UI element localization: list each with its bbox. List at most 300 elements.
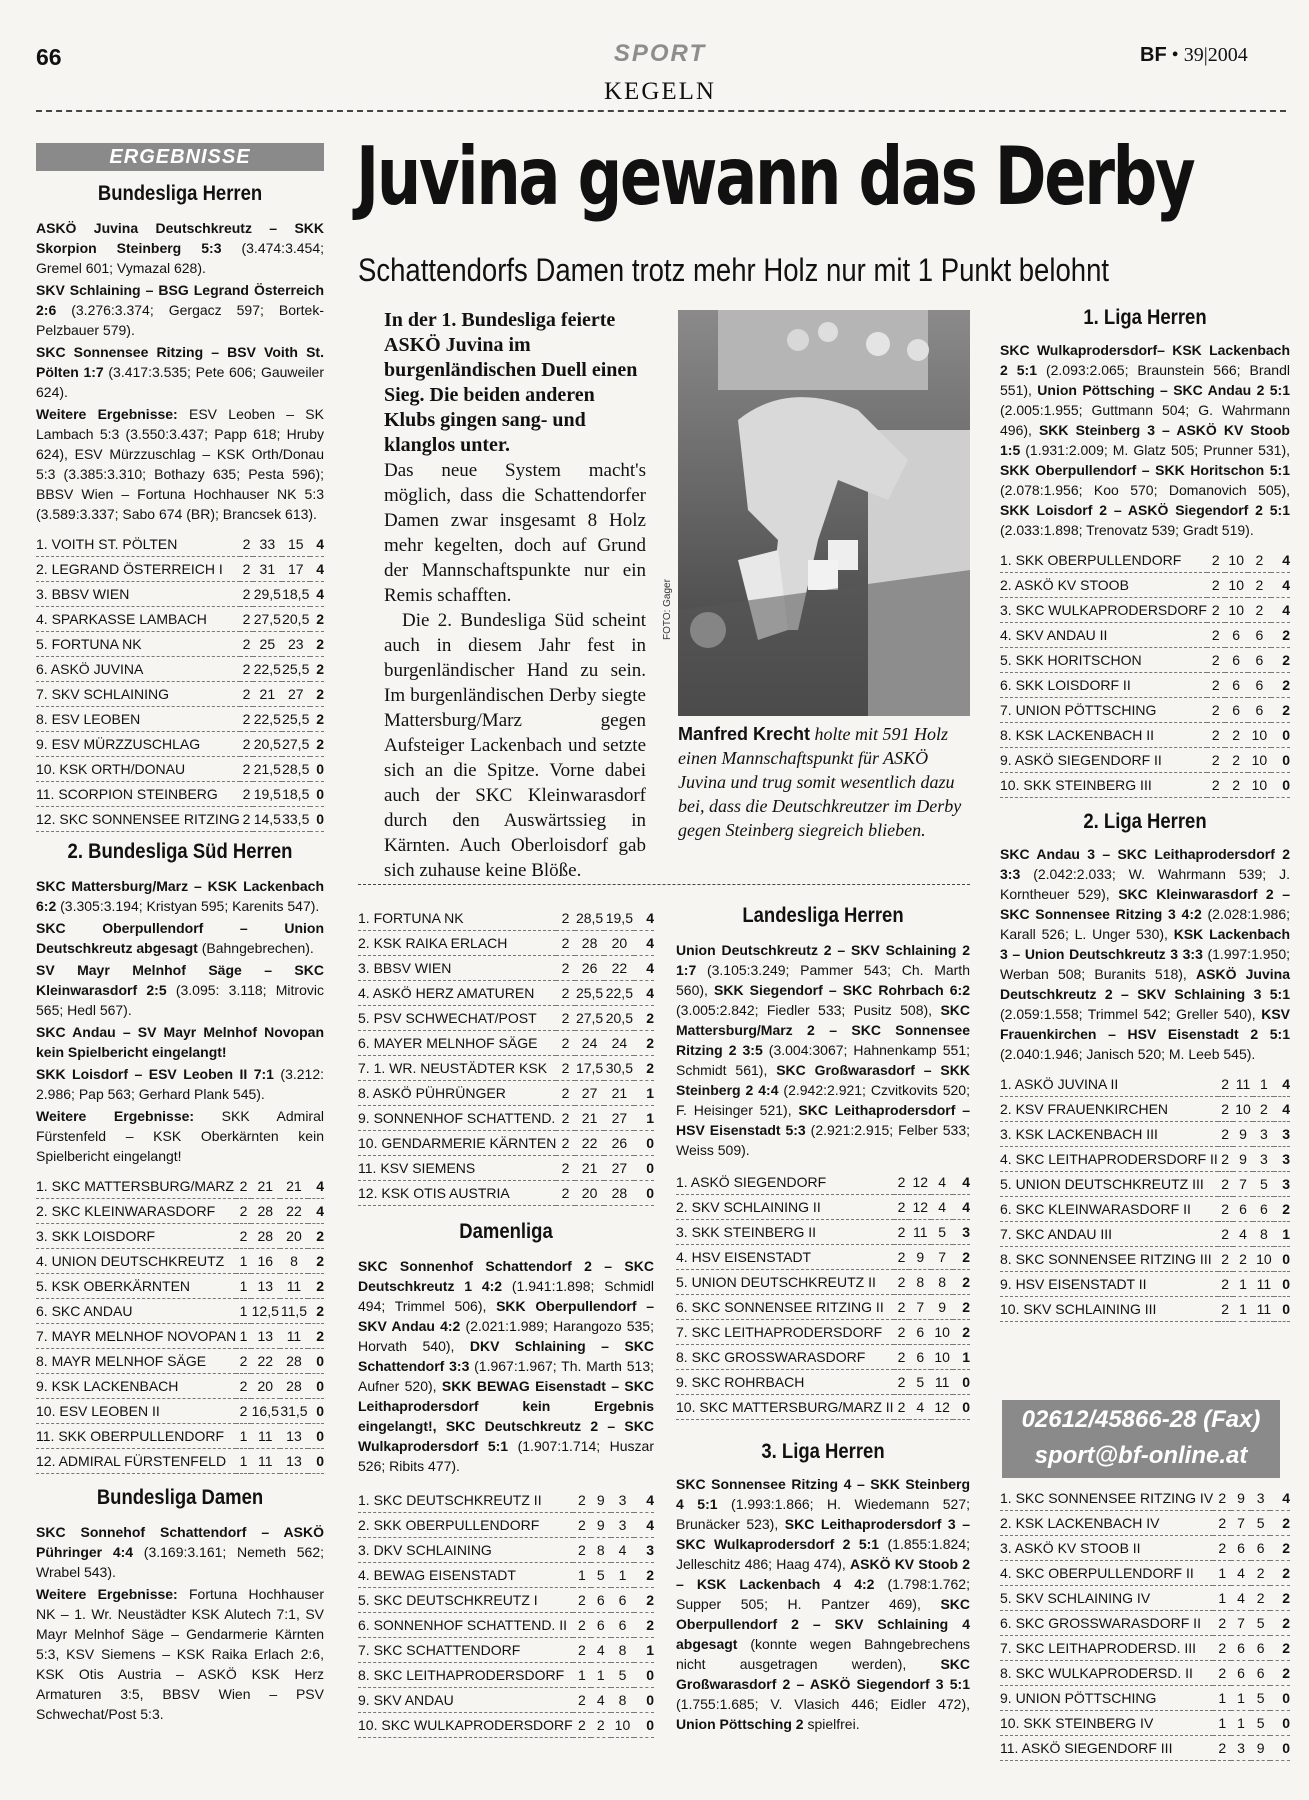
team-name: 10. GENDARMERIE KÄRNTEN <box>358 1131 556 1156</box>
score-against: 6 <box>1251 1536 1271 1561</box>
points: 0 <box>1274 1297 1290 1322</box>
score-against: 20,5 <box>282 607 310 632</box>
article-lead: In der 1. Bundesliga feierte ASKÖ Juvina im burgenländischen Duell einen Sieg. Die beiden anderen Klubs gingen sang- und klanglos unter. <box>384 309 638 456</box>
match-details: (1.997:1.950; Werban 508; Buranits 518), <box>1000 946 1290 982</box>
score-for: 13 <box>251 1274 280 1299</box>
table-row <box>36 1324 324 1349</box>
match-result: SKC Sonnensee Ritzing – BSV Voith St. Pölten 1:7 <box>36 344 324 380</box>
table-row <box>36 757 324 782</box>
games: 2 <box>556 1056 574 1081</box>
games: 2 <box>240 582 253 607</box>
games: 1 <box>573 1663 591 1688</box>
match-details: (3.417:3.535; Pete 606; Gauweiler 624). <box>36 364 324 400</box>
points: 4 <box>634 981 654 1006</box>
page-number: 66 <box>36 44 62 70</box>
team-name: 10. SKK STEINBERG III <box>1000 773 1207 798</box>
points: 2 <box>310 607 324 632</box>
score-against: 6 <box>611 1588 635 1613</box>
team-name: 1. SKC SONNENSEE RITZING IV <box>1000 1486 1213 1511</box>
table-row <box>358 1563 654 1588</box>
score-for: 9 <box>1231 1486 1251 1511</box>
score-against: 27,5 <box>282 732 310 757</box>
score-against: 5 <box>1251 1711 1271 1736</box>
team-name: 12. ADMIRAL FÜRSTENFELD <box>36 1449 236 1474</box>
team-name: 5. FORTUNA NK <box>36 632 240 657</box>
score-for: 11 <box>251 1424 280 1449</box>
games: 2 <box>240 682 253 707</box>
match-result: Weitere Ergebnisse: <box>36 1108 195 1124</box>
section-heading: 2. Bundesliga Süd Herren <box>67 840 293 863</box>
score-for: 10 <box>1225 548 1248 573</box>
results-block <box>36 218 324 524</box>
games: 2 <box>1218 1272 1233 1297</box>
section-heading: 2. Liga Herren <box>1083 810 1207 833</box>
match-result: SKK Loisdorf 2 – ASKÖ Siegendorf 2 5:1 <box>1000 502 1290 518</box>
points: 2 <box>308 1224 324 1249</box>
team-name: 11. KSV SIEMENS <box>358 1156 556 1181</box>
points: 2 <box>953 1270 970 1295</box>
team-name: 2. SKK OBERPULLENDORF <box>358 1513 573 1538</box>
team-name: 9. SKC ROHRBACH <box>676 1370 894 1395</box>
score-for: 21 <box>251 1174 280 1199</box>
table-row <box>36 1349 324 1374</box>
match-result: SKC Leithaprodersdorf – HSV Eisenstadt 5:3 <box>676 1102 970 1138</box>
score-against: 33,5 <box>282 807 310 832</box>
team-name: 9. SONNENHOF SCHATTEND. <box>358 1106 556 1131</box>
match-details: (3.276:3.374; Gergacz 597; Bortek-Pelzbauer 579). <box>36 302 324 338</box>
table-row <box>1000 1561 1290 1586</box>
match-details: (2.093:2.065; Braunstein 566; Brandl 551), <box>1000 362 1290 398</box>
score-for: 6 <box>1225 698 1248 723</box>
score-for: 4 <box>591 1688 611 1713</box>
points: 2 <box>953 1320 970 1345</box>
match-result: SKC Großwarasdorf – SKK Steinberg 2 4:4 <box>676 1062 970 1098</box>
team-name: 7. 1. WR. NEUSTÄDTER KSK <box>358 1056 556 1081</box>
match-details: (1.798:1.762; Supper 505; H. Pantzer 469), <box>676 1576 970 1612</box>
games: 2 <box>1213 1536 1231 1561</box>
table-row <box>36 1224 324 1249</box>
table-row <box>1000 648 1290 673</box>
score-for: 28 <box>251 1224 280 1249</box>
team-name: 6. SKC KLEINWARASDORF II <box>1000 1197 1218 1222</box>
team-name: 1. SKC DEUTSCHKREUTZ II <box>358 1488 573 1513</box>
points: 0 <box>308 1374 324 1399</box>
results-paragraph <box>36 342 324 402</box>
article-paragraph: Die 2. Bundesliga Süd scheint auch in diesem Jahr fest in burgenländischer Hand zu sein. Im burgenländischen Derby siegte Mattersburg/Marz gegen Aufsteiger Lackenbach und setzte sich an die Spitze. Vorne dabei auch der SKC Kleinwarasdorf durch den Auswärtssieg in Kärnten. Auch Oberloisdorf gab sich zuhause keine Blöße. <box>384 610 646 881</box>
points: 2 <box>634 1613 654 1638</box>
team-name: 5. SKK HORITSCHON <box>1000 648 1207 673</box>
team-name: 11. SCORPION STEINBERG <box>36 782 240 807</box>
team-name: 8. SKC WULKAPRODERSD. II <box>1000 1661 1213 1686</box>
table-row <box>1000 623 1290 648</box>
team-name: 2. KSK RAIKA ERLACH <box>358 931 556 956</box>
team-name: 9. ASKÖ SIEGENDORF II <box>1000 748 1207 773</box>
score-against: 6 <box>1248 673 1271 698</box>
score-for: 28 <box>251 1199 280 1224</box>
standings-table <box>1000 1486 1290 1761</box>
score-against: 22 <box>280 1199 309 1224</box>
points: 0 <box>1271 773 1290 798</box>
games: 2 <box>573 1488 591 1513</box>
points: 3 <box>1274 1147 1290 1172</box>
score-for: 9 <box>1233 1122 1254 1147</box>
score-for: 12 <box>909 1170 931 1195</box>
table-row <box>1000 1736 1290 1761</box>
table-row <box>676 1395 970 1420</box>
team-name: 1. FORTUNA NK <box>358 906 556 931</box>
caption-text: holte mit 591 Holz einen Mannschaftspunkt für ASKÖ Juvina und trug somit wesentlich dazu bei, dass die Deutschkreutzer im Derby gegen Steinberg siegreich blieben. <box>678 724 962 840</box>
points: 0 <box>953 1395 970 1420</box>
score-against: 5 <box>931 1220 953 1245</box>
points: 0 <box>308 1349 324 1374</box>
score-against: 5 <box>1251 1611 1271 1636</box>
match-details: (konnte wegen Bahngebrechens nicht ausgetragen werden), <box>676 1636 970 1672</box>
match-result: Weitere Ergebnisse: <box>36 1586 178 1602</box>
score-against: 6 <box>1248 623 1271 648</box>
table-row <box>1000 1686 1290 1711</box>
team-name: 3. SKK LOISDORF <box>36 1224 236 1249</box>
score-for: 8 <box>909 1270 931 1295</box>
table-row <box>36 782 324 807</box>
team-name: 12. KSK OTIS AUSTRIA <box>358 1181 556 1206</box>
games: 2 <box>240 607 253 632</box>
issue-number: 39|2004 <box>1183 44 1248 66</box>
fax-number: 02612/45866-28 (Fax) <box>1021 1406 1261 1433</box>
games: 2 <box>1218 1197 1233 1222</box>
score-against: 3 <box>1253 1122 1274 1147</box>
section-heading: Landesliga Herren <box>742 904 904 927</box>
match-result: ASKÖ Juvina Deutschkreutz 2 – SKV Schlaining 3 5:1 <box>1000 966 1290 1002</box>
games: 2 <box>1218 1072 1233 1097</box>
match-details: (1.993:1.866; H. Wiedemann 527; Brunäcker 523), <box>676 1496 970 1532</box>
games: 2 <box>894 1220 910 1245</box>
team-name: 10. SKC MATTERSBURG/MARZ II <box>676 1395 894 1420</box>
match-result: SKC Leithaprodersdorf 3 – SKC Wulkaprodersdorf 2 5:1 <box>676 1516 970 1552</box>
standings-table <box>36 1174 324 1474</box>
section-heading: Bundesliga Herren <box>97 182 263 205</box>
table-row <box>358 1688 654 1713</box>
table-row <box>1000 1511 1290 1536</box>
games: 1 <box>573 1563 591 1588</box>
table-row <box>36 607 324 632</box>
score-against: 22,5 <box>604 981 634 1006</box>
column-results-4b <box>1000 1486 1290 1761</box>
points: 0 <box>634 1713 654 1738</box>
score-for: 33 <box>253 532 281 557</box>
score-against: 5 <box>611 1663 635 1688</box>
match-result: SKC Sonnensee Ritzing 4 – SKK Steinberg 4 5:1 <box>676 1476 970 1512</box>
games: 2 <box>236 1174 251 1199</box>
standings-table <box>676 1170 970 1420</box>
score-against: 20 <box>604 931 634 956</box>
points: 1 <box>1274 1222 1290 1247</box>
column-results-3 <box>676 906 970 1736</box>
score-for: 31 <box>253 557 281 582</box>
table-row <box>676 1170 970 1195</box>
points: 2 <box>1271 623 1290 648</box>
score-for: 24 <box>575 1031 605 1056</box>
games: 2 <box>894 1195 910 1220</box>
score-against: 15 <box>282 532 310 557</box>
results-paragraph <box>36 960 324 1020</box>
score-against: 6 <box>611 1613 635 1638</box>
score-against: 25,5 <box>282 657 310 682</box>
table-row <box>1000 573 1290 598</box>
table-row <box>1000 1122 1290 1147</box>
score-against: 8 <box>931 1270 953 1295</box>
table-row <box>358 1056 654 1081</box>
team-name: 9. HSV EISENSTADT II <box>1000 1272 1218 1297</box>
match-result: SV Mayr Melnhof Säge – SKC Kleinwarasdorf 2:5 <box>36 962 324 998</box>
results-paragraph <box>676 1474 970 1734</box>
score-for: 22 <box>575 1131 605 1156</box>
match-details: Fortuna Hochhauser NK – 1. Wr. Neustädter KSK Alutech 7:1, SV Mayr Melnhof Säge – Gendarmerie Kärnten 5:3, KSV Siemens – KSK Raika Erlach 2:6, KSK Otis Austria – ASKÖ KSK Herz Armaturen 3:5, BBSV Wien – PSV Schwechat/Post 5:3. <box>36 1586 324 1722</box>
score-against: 26 <box>604 1131 634 1156</box>
team-name: 8. MAYR MELNHOF SÄGE <box>36 1349 236 1374</box>
points: 4 <box>1270 1486 1290 1511</box>
table-row <box>358 1513 654 1538</box>
team-name: 9. KSK LACKENBACH <box>36 1374 236 1399</box>
points: 1 <box>634 1638 654 1663</box>
score-for: 27,5 <box>253 607 281 632</box>
score-against: 3 <box>1251 1486 1271 1511</box>
score-against: 2 <box>1248 573 1271 598</box>
points: 4 <box>953 1195 970 1220</box>
points: 0 <box>634 1181 654 1206</box>
match-details: (2.028:1.986; Karall 526; L. Unger 530), <box>1000 906 1291 942</box>
score-against: 10 <box>1248 748 1271 773</box>
points: 0 <box>310 782 324 807</box>
match-result: ASKÖ Juvina Deutschkreutz – SKK Skorpion Steinberg 5:3 <box>36 220 324 256</box>
section-heading: Damenliga <box>459 1220 553 1243</box>
games: 2 <box>556 1156 574 1181</box>
score-against: 25,5 <box>282 707 310 732</box>
results-paragraph <box>36 918 324 958</box>
points: 3 <box>953 1220 970 1245</box>
points: 1 <box>953 1345 970 1370</box>
match-result: SKK Steinberg 3 – ASKÖ KV Stoob 1:5 <box>1000 422 1290 458</box>
results-paragraph <box>358 1256 654 1476</box>
score-for: 2 <box>1225 773 1248 798</box>
team-name: 9. ESV MÜRZZUSCHLAG <box>36 732 240 757</box>
results-paragraph <box>1000 844 1290 1064</box>
games: 2 <box>1218 1122 1233 1147</box>
team-name: 7. SKC LEITHAPRODERSDORF <box>676 1320 894 1345</box>
bowler-photo-illustration <box>678 310 970 716</box>
score-for: 21 <box>253 682 281 707</box>
points: 4 <box>310 557 324 582</box>
points: 1 <box>634 1106 654 1131</box>
table-row <box>358 931 654 956</box>
score-against: 3 <box>1253 1147 1274 1172</box>
points: 2 <box>1274 1197 1290 1222</box>
score-for: 8 <box>591 1538 611 1563</box>
score-against: 1 <box>1253 1072 1274 1097</box>
table-row <box>358 1588 654 1613</box>
team-name: 7. SKC ANDAU III <box>1000 1222 1218 1247</box>
games: 2 <box>894 1345 910 1370</box>
results-block <box>36 876 324 1166</box>
table-row <box>358 1488 654 1513</box>
table-row <box>36 1249 324 1274</box>
score-for: 14,5 <box>253 807 281 832</box>
games: 2 <box>1207 673 1225 698</box>
match-details: (1.967:1.967; Th. Marth 513; Aufner 520), <box>358 1358 654 1394</box>
match-result: SKC Sonnehof Schattendorf – ASKÖ Pühringer 4:4 <box>36 1524 324 1560</box>
team-name: 4. BEWAG EISENSTADT <box>358 1563 573 1588</box>
points: 4 <box>634 956 654 981</box>
table-row <box>1000 748 1290 773</box>
games: 2 <box>894 1245 910 1270</box>
score-against: 2 <box>1251 1586 1271 1611</box>
team-name: 2. LEGRAND ÖSTERREICH I <box>36 557 240 582</box>
games: 2 <box>556 981 574 1006</box>
team-name: 1. SKK OBERPULLENDORF <box>1000 548 1207 573</box>
games: 2 <box>1207 698 1225 723</box>
score-for: 10 <box>1225 598 1248 623</box>
table-row <box>1000 1536 1290 1561</box>
score-against: 21 <box>604 1081 634 1106</box>
points: 2 <box>634 1006 654 1031</box>
paper-name: BF <box>1140 44 1167 66</box>
games: 1 <box>236 1449 251 1474</box>
games: 2 <box>556 956 574 981</box>
team-name: 7. SKC SCHATTENDORF <box>358 1638 573 1663</box>
points: 4 <box>308 1199 324 1224</box>
points: 2 <box>1270 1636 1290 1661</box>
points: 4 <box>1271 598 1290 623</box>
match-details: ESV Leoben – SK Lambach 5:3 (3.550:3.437; Papp 618; Hruby 624), ESV Mürzzuschlag – KSK Orth/Donau 5:3 (3.385:3.310; Bothazy 635; Pesta 596); BBSV Wien – Fortuna Hochhauser NK 5:3 (3.589:3.337; Sabo 674 (BR); Brancsek 613). <box>36 406 324 522</box>
games: 2 <box>1213 1611 1231 1636</box>
score-against: 19,5 <box>604 906 634 931</box>
score-against: 18,5 <box>282 582 310 607</box>
score-for: 25,5 <box>575 981 605 1006</box>
score-against: 27 <box>604 1106 634 1131</box>
table-row <box>676 1220 970 1245</box>
team-name: 6. MAYER MELNHOF SÄGE <box>358 1031 556 1056</box>
match-result: SKC Großwarasdorf 2 – ASKÖ Siegendorf 3 5:1 <box>676 1656 970 1692</box>
score-against: 28,5 <box>282 757 310 782</box>
column-results-4 <box>1000 308 1290 1322</box>
score-for: 9 <box>591 1513 611 1538</box>
headline: Juvina gewann das Derby <box>356 130 1194 223</box>
match-result: SKK BEWAG Eisenstadt – SKC Leithaprodersdorf kein Ergebnis eingelangt!, SKC Deutschkreutz 2 – SKC Wulkaprodersdorf 5:1 <box>358 1378 654 1454</box>
table-row <box>676 1195 970 1220</box>
team-name: 6. SKC ANDAU <box>36 1299 236 1324</box>
score-for: 7 <box>1231 1511 1251 1536</box>
photo-credit: FOTO: Gager <box>662 579 673 640</box>
points: 2 <box>1270 1536 1290 1561</box>
score-for: 2 <box>1225 748 1248 773</box>
match-result: SKV Schlaining – BSG Legrand Österreich 2:6 <box>36 282 324 318</box>
games: 2 <box>894 1395 910 1420</box>
table-row <box>358 906 654 931</box>
score-against: 12 <box>931 1395 953 1420</box>
table-row <box>1000 698 1290 723</box>
games: 2 <box>556 1081 574 1106</box>
score-for: 27 <box>575 1081 605 1106</box>
games: 2 <box>240 732 253 757</box>
games: 2 <box>240 632 253 657</box>
score-against: 6 <box>1248 698 1271 723</box>
team-name: 9. SKV ANDAU <box>358 1688 573 1713</box>
points: 2 <box>634 1056 654 1081</box>
score-for: 7 <box>1233 1172 1254 1197</box>
results-paragraph <box>36 218 324 278</box>
games: 2 <box>573 1613 591 1638</box>
points: 4 <box>634 906 654 931</box>
standings-table <box>358 1488 654 1738</box>
match-details: (Bahngebrechen). <box>197 940 314 956</box>
team-name: 5. UNION DEUTSCHKREUTZ II <box>676 1270 894 1295</box>
team-name: 5. SKV SCHLAINING IV <box>1000 1586 1213 1611</box>
team-name: 1. SKC MATTERSBURG/MARZ <box>36 1174 236 1199</box>
team-name: 2. ASKÖ KV STOOB <box>1000 573 1207 598</box>
table-row <box>358 1156 654 1181</box>
points: 0 <box>310 807 324 832</box>
table-row <box>36 732 324 757</box>
team-name: 4. SPARKASSE LAMBACH <box>36 607 240 632</box>
team-name: 4. ASKÖ HERZ AMATUREN <box>358 981 556 1006</box>
games: 2 <box>1207 548 1225 573</box>
score-for: 11 <box>251 1449 280 1474</box>
points: 0 <box>308 1449 324 1474</box>
article-paragraph: Das neue System macht's möglich, dass die Schattendorfer Damen zwar insgesamt 8 Holz mehr kegelten, doch auf Grund der Mannschaftspunkte nur ein Remis schafften. <box>384 460 646 606</box>
team-name: 3. ASKÖ KV STOOB II <box>1000 1536 1213 1561</box>
games: 2 <box>573 1513 591 1538</box>
team-name: 8. KSK LACKENBACH II <box>1000 723 1207 748</box>
table-row <box>1000 1272 1290 1297</box>
team-name: 2. KSK LACKENBACH IV <box>1000 1511 1213 1536</box>
team-name: 1. ASKÖ SIEGENDORF <box>676 1170 894 1195</box>
games: 2 <box>573 1638 591 1663</box>
subsection-title: KEGELN <box>604 78 716 105</box>
match-details: (2.921:2.915; Felber 533; Weiss 509). <box>676 1122 970 1158</box>
match-details: (3.004:3067; Hahnenkamp 551; Schmidt 561), <box>676 1042 970 1078</box>
match-details: (2.021:1.989; Harangozo 535; Horvath 540), <box>358 1318 654 1354</box>
match-details: (3.212: 2.986; Pap 563; Gerhard Plank 545). <box>36 1066 325 1102</box>
team-name: 3. KSK LACKENBACH III <box>1000 1122 1218 1147</box>
score-for: 12 <box>909 1195 931 1220</box>
team-name: 3. BBSV WIEN <box>358 956 556 981</box>
results-paragraph <box>36 280 324 340</box>
games: 2 <box>573 1538 591 1563</box>
article-photo <box>678 310 970 716</box>
score-against: 10 <box>1248 723 1271 748</box>
match-result: SKC Oberpullendorf – Union Deutschkreutz abgesagt <box>36 920 324 956</box>
games: 2 <box>240 782 253 807</box>
match-details: (3.005:2.842; Fiedler 533; Pusitz 508), <box>676 1002 941 1018</box>
team-name: 10. SKV SCHLAINING III <box>1000 1297 1218 1322</box>
team-name: 8. SKC SONNENSEE RITZING III <box>1000 1247 1218 1272</box>
table-row <box>1000 1711 1290 1736</box>
games: 2 <box>1213 1636 1231 1661</box>
score-against: 13 <box>280 1424 309 1449</box>
games: 2 <box>1207 623 1225 648</box>
team-name: 9. UNION PÖTTSCHING <box>1000 1686 1213 1711</box>
score-for: 7 <box>1231 1611 1251 1636</box>
match-details: (2.040:1.946; Janisch 520; M. Leeb 545). <box>1000 1046 1256 1062</box>
games: 2 <box>556 906 574 931</box>
team-name: 6. SKK LOISDORF II <box>1000 673 1207 698</box>
match-details: (1.941:1.898; Schmidl 494; Trimmel 506), <box>358 1278 654 1314</box>
score-against: 24 <box>604 1031 634 1056</box>
games: 2 <box>573 1688 591 1713</box>
score-for: 27,5 <box>575 1006 605 1031</box>
games: 2 <box>240 757 253 782</box>
table-row <box>1000 1147 1290 1172</box>
match-details: (2.078:1.956; Koo 570; Domanovich 505), <box>1000 482 1290 498</box>
